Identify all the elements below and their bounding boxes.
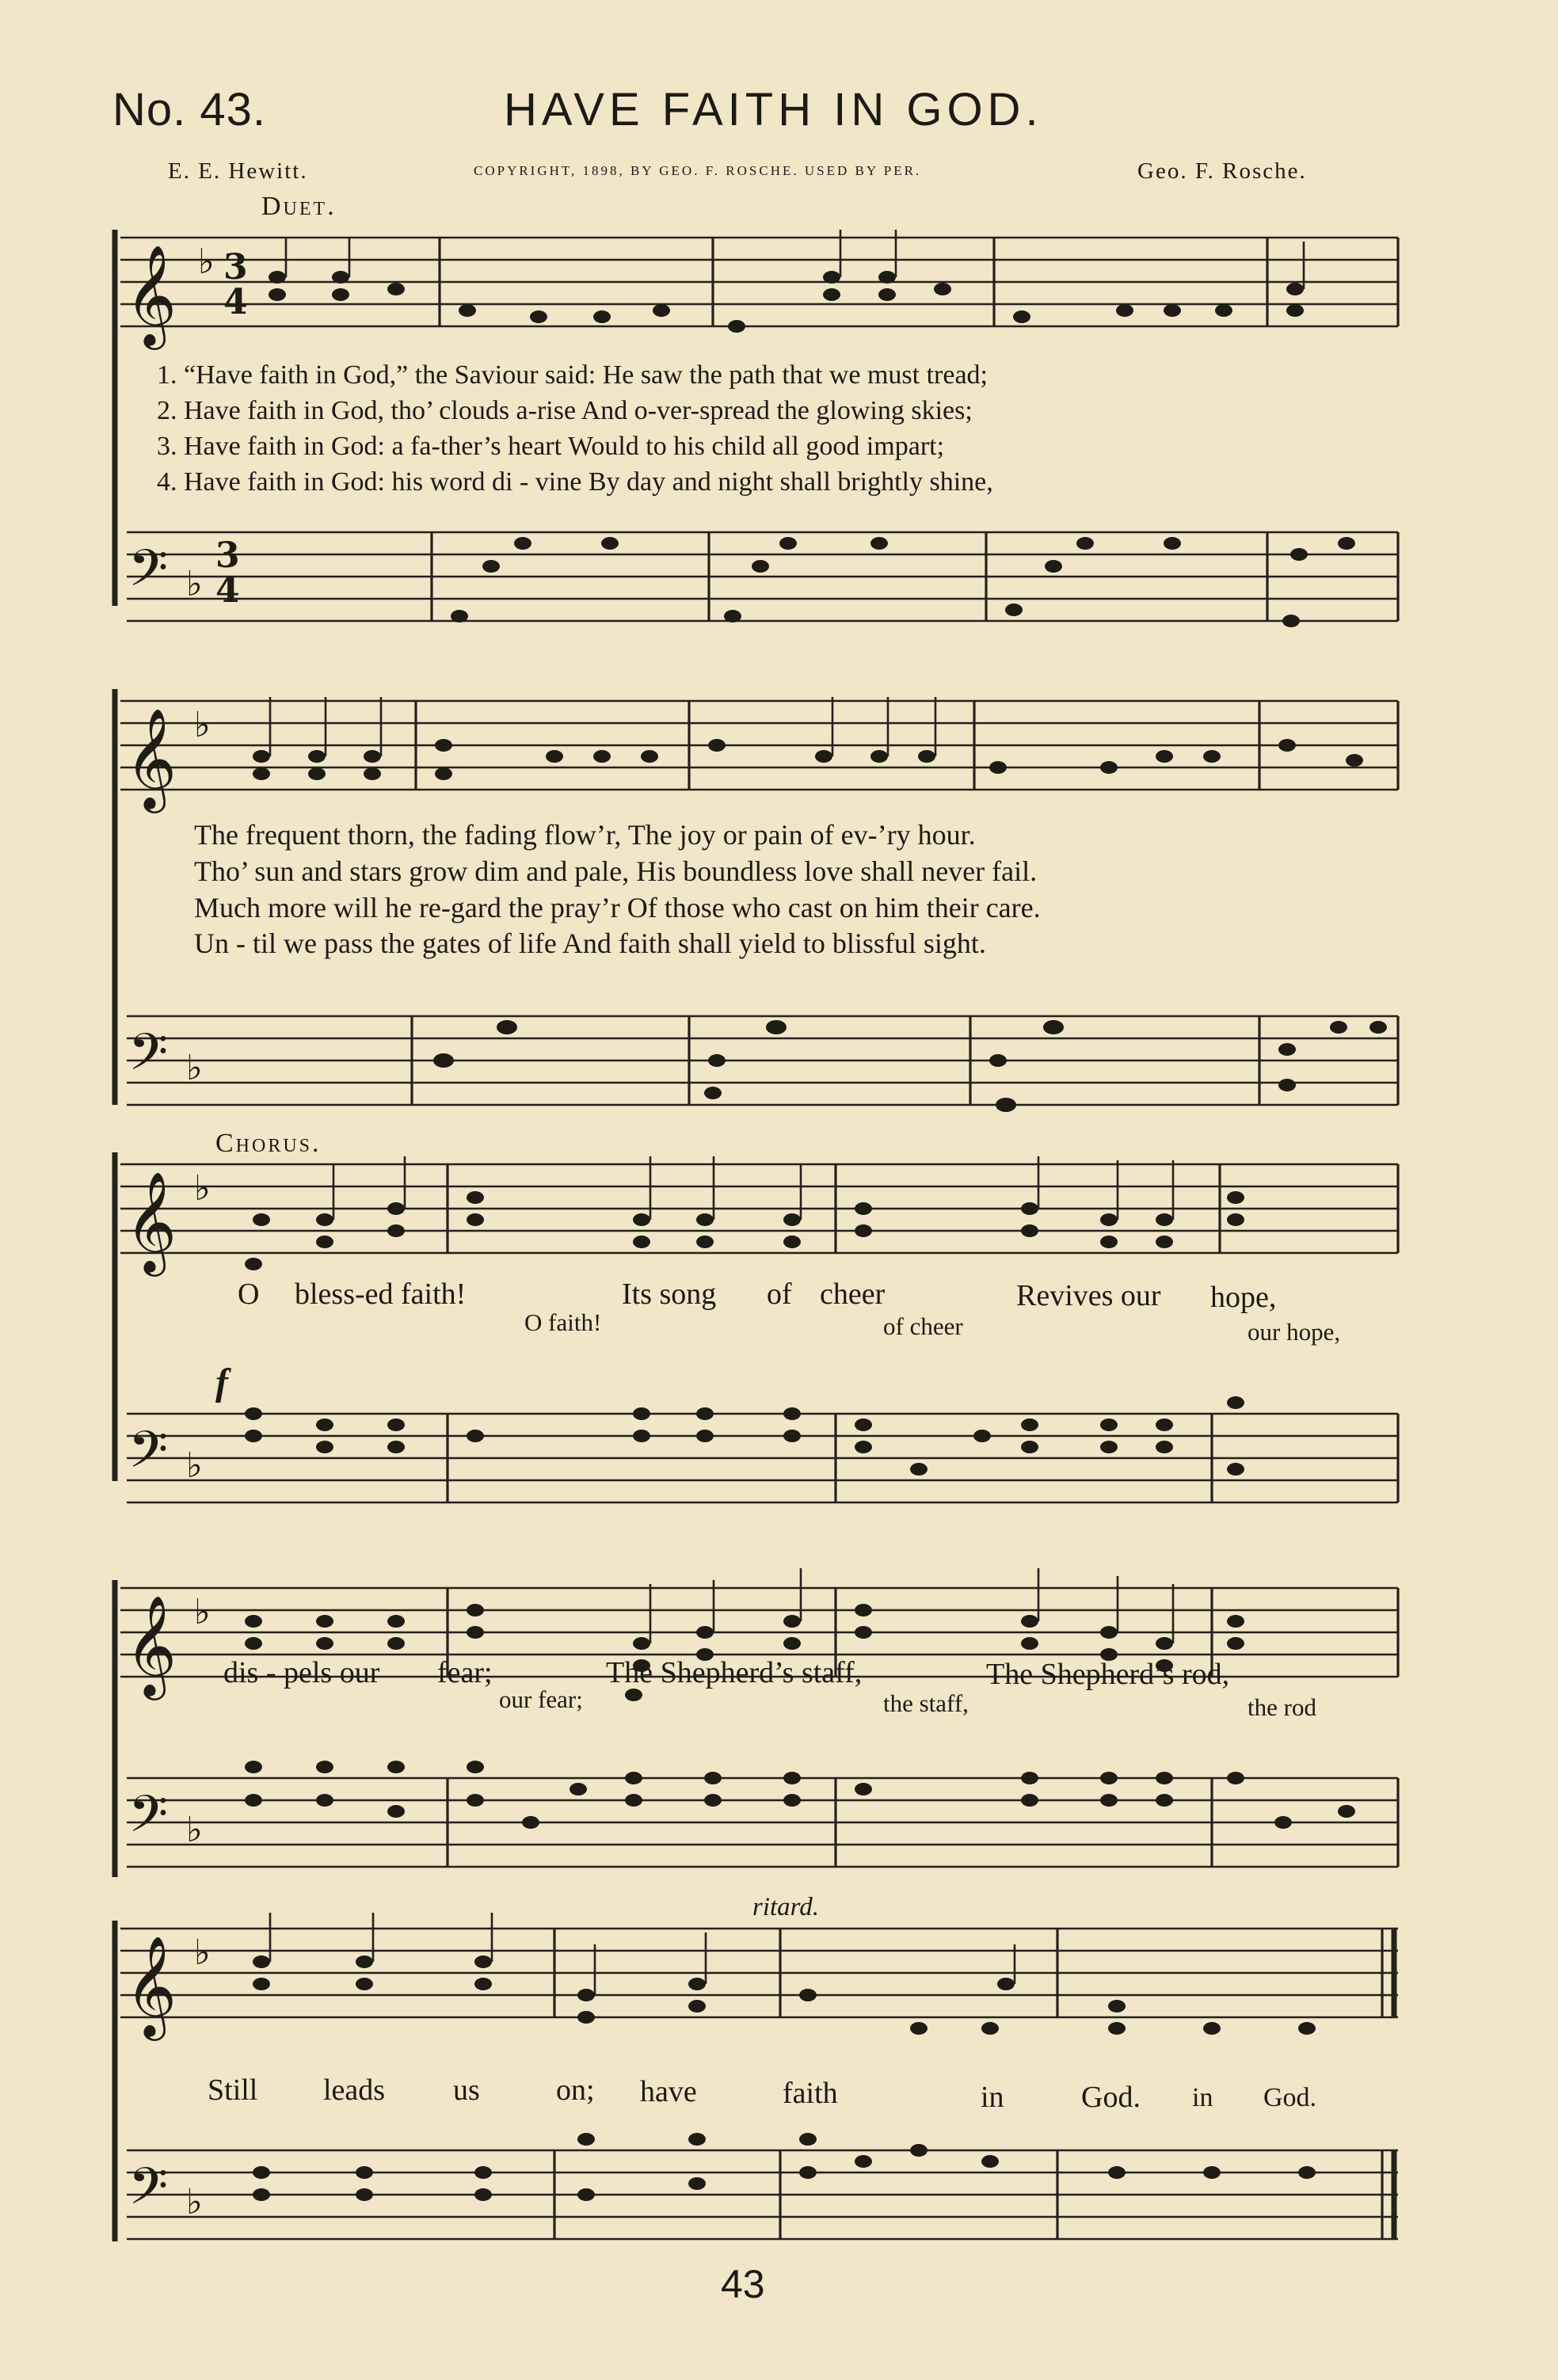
staff-10-bass xyxy=(127,2133,1398,2239)
staff-1-treble xyxy=(120,230,1398,350)
svg-text:3: 3 xyxy=(215,535,240,576)
staff-4-bass xyxy=(127,1016,1398,1112)
svg-text:3: 3 xyxy=(223,247,248,288)
verse-2-line-2: Tho’ sun and stars grow dim and pale, His boundless love shall never fail. xyxy=(194,855,1038,887)
chorus-lyric: us xyxy=(453,2073,480,2107)
svg-text:𝄢: 𝄢 xyxy=(128,539,169,611)
svg-text:4: 4 xyxy=(215,570,240,611)
dynamic-forte: f xyxy=(215,1361,228,1403)
chorus-echo-lyric: our hope, xyxy=(1248,1318,1341,1346)
svg-text:♭: ♭ xyxy=(198,242,215,282)
svg-text:4: 4 xyxy=(223,282,248,322)
chorus-lyric: in xyxy=(1192,2083,1213,2112)
svg-text:𝄞: 𝄞 xyxy=(125,1171,177,1272)
staff-3-treble xyxy=(120,697,1398,813)
chorus-lyric: hope, xyxy=(1210,1281,1277,1314)
chorus-lyric: Revives our xyxy=(1016,1279,1161,1312)
chorus-lyric: Still xyxy=(208,2073,258,2107)
chorus-lyric: Its song xyxy=(622,1278,717,1311)
svg-text:𝄢: 𝄢 xyxy=(128,2157,169,2229)
chorus-lyric: have xyxy=(640,2075,697,2108)
verse-4-line-2: Un - til we pass the gates of life And faith shall yield to blissful sight. xyxy=(194,927,986,959)
staff-2-bass xyxy=(127,532,1398,627)
svg-text:𝄞: 𝄞 xyxy=(125,1594,177,1696)
composer-credit: Geo. F. Rosche. xyxy=(1137,158,1307,184)
svg-text:𝄢: 𝄢 xyxy=(128,1785,169,1856)
chorus-echo-lyric: the rod xyxy=(1248,1693,1316,1721)
duet-marking: Duet. xyxy=(261,192,337,221)
chorus-lyric: O xyxy=(238,1278,260,1311)
svg-text:♭: ♭ xyxy=(186,564,203,604)
svg-text:♭: ♭ xyxy=(186,1048,203,1088)
chorus-echo-lyric: O faith! xyxy=(524,1308,602,1336)
svg-text:♭: ♭ xyxy=(186,1445,203,1486)
chorus-echo-lyric: our fear; xyxy=(499,1685,583,1713)
svg-text:𝄢: 𝄢 xyxy=(128,1421,169,1492)
ritard-marking: ritard. xyxy=(752,1893,820,1921)
page-number: 43 xyxy=(721,2262,765,2306)
svg-text:♭: ♭ xyxy=(186,1810,203,1850)
hymn-title: HAVE FAITH IN GOD. xyxy=(504,84,1043,135)
svg-text:𝄢: 𝄢 xyxy=(128,1023,169,1095)
verse-1-line-1: 1. “Have faith in God,” the Saviour said: He saw the path that we must tread; xyxy=(157,360,988,390)
svg-text:𝄞: 𝄞 xyxy=(125,1935,177,2036)
verse-4-line-1: 4. Have faith in God: his word di - vine By day and night shall brightly shine, xyxy=(157,467,993,497)
verse-2-line-1: 2. Have faith in God, tho’ clouds a-rise And o-ver-spread the glowing skies; xyxy=(157,396,973,425)
chorus-lyric: dis - pels our xyxy=(223,1656,380,1689)
hymn-number: No. 43. xyxy=(112,84,266,135)
chorus-lyric: fear; xyxy=(437,1656,493,1689)
svg-text:𝄞: 𝄞 xyxy=(125,244,177,345)
svg-text:♭: ♭ xyxy=(194,705,211,745)
chorus-lyric: bless-ed faith! xyxy=(295,1278,467,1311)
chorus-lyric: of xyxy=(767,1278,792,1311)
staff-9-treble xyxy=(120,1913,1398,2041)
chorus-lyric: in xyxy=(981,2081,1004,2114)
chorus-echo-lyric: the staff, xyxy=(883,1689,969,1717)
svg-text:♭: ♭ xyxy=(194,1933,211,1973)
chorus-lyric: on; xyxy=(556,2073,595,2107)
svg-text:♭: ♭ xyxy=(194,1592,211,1632)
chorus-lyric: God. xyxy=(1263,2083,1317,2112)
staff-8-bass xyxy=(127,1761,1398,1867)
verse-3-line-2: Much more will he re-gard the pray’r Of those who cast on him their care. xyxy=(194,892,1041,923)
verse-3-line-1: 3. Have faith in God: a fa-ther’s heart Would to his child all good impart; xyxy=(157,432,945,461)
chorus-lyric: faith xyxy=(783,2077,838,2110)
verse-1-line-2: The frequent thorn, the fading flow’r, The joy or pain of ev-’ry hour. xyxy=(194,819,976,851)
chorus-lyric: The Shepherd’s rod, xyxy=(986,1658,1230,1691)
chorus-marking: Chorus. xyxy=(215,1129,322,1158)
svg-text:𝄞: 𝄞 xyxy=(125,707,177,809)
svg-text:♭: ♭ xyxy=(186,2182,203,2222)
svg-text:♭: ♭ xyxy=(194,1168,211,1209)
lyricist-credit: E. E. Hewitt. xyxy=(168,158,308,184)
chorus-echo-lyric: of cheer xyxy=(883,1312,963,1340)
chorus-lyric: God. xyxy=(1081,2081,1141,2114)
chorus-lyric: leads xyxy=(323,2073,386,2107)
chorus-lyric: cheer xyxy=(820,1278,886,1311)
chorus-lyric: The Shepherd’s staff, xyxy=(606,1656,863,1689)
staff-5-treble xyxy=(120,1156,1398,1277)
copyright-notice: COPYRIGHT, 1898, BY GEO. F. ROSCHE. USED BY PER. xyxy=(474,163,922,178)
staff-6-bass xyxy=(127,1396,1398,1502)
